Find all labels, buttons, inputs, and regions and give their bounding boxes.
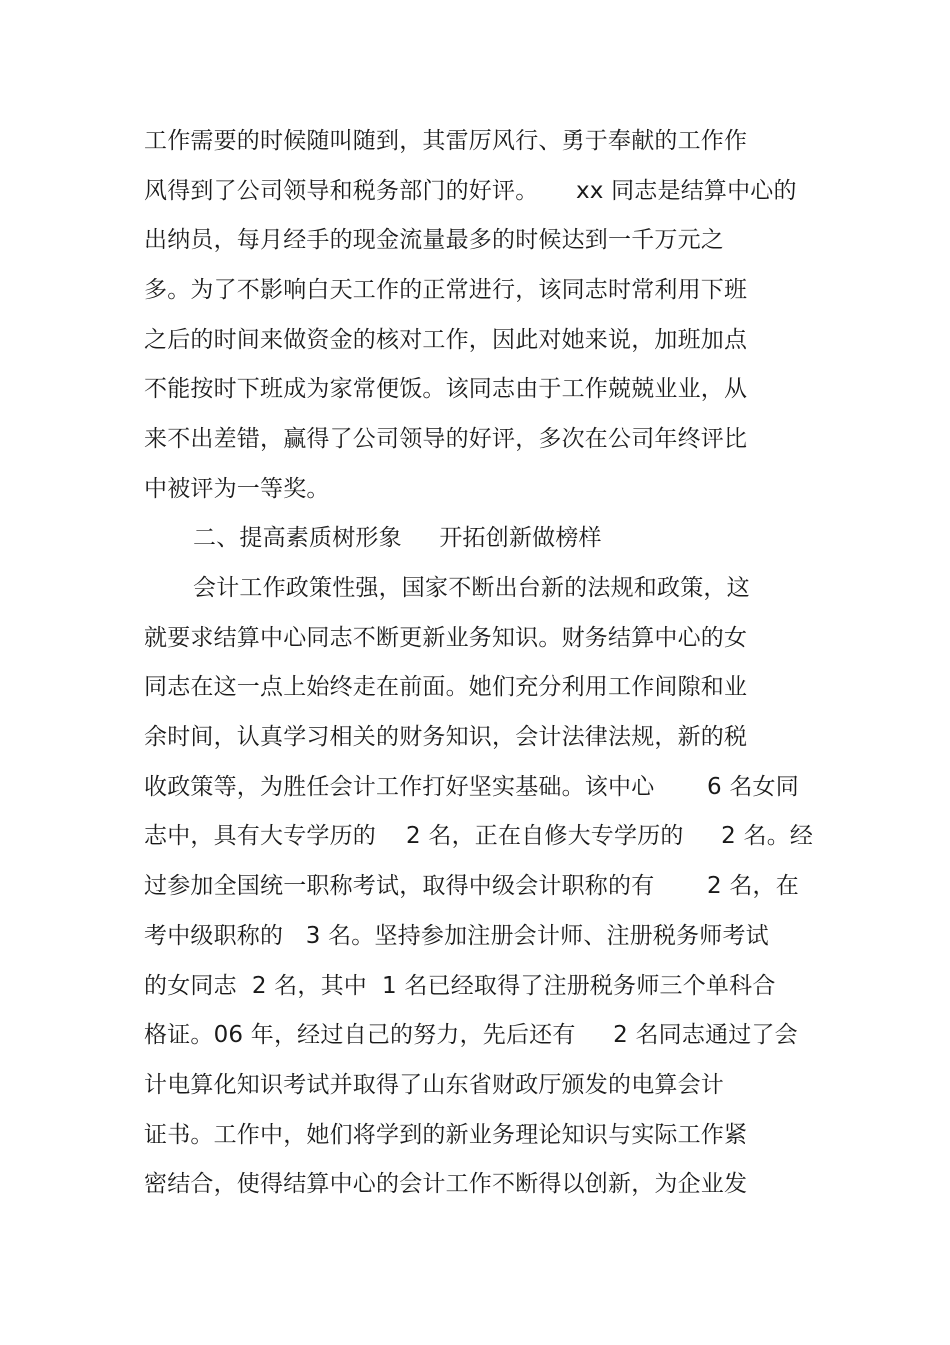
text-line: 同志在这一点上始终走在前面。她们充分利用工作间隙和业 [144,674,748,700]
text-line: 证书。工作中，她们将学到的新业务理论知识与实际工作紧 [144,1122,748,1148]
section-heading: 二、提高素质树形象 开拓创新做榜样 [193,525,602,551]
text-line: 余时间，认真学习相关的财务知识，会计法律法规，新的税 [144,724,748,750]
text-line: 格证。06 年，经过自己的努力，先后还有 2 名同志通过了会 [144,1022,798,1048]
text-line: 收政策等，为胜任会计工作打好坚实基础。该中心 6 名女同 [144,774,799,800]
text-line: 不能按时下班成为家常便饭。该同志由于工作兢兢业业，从 [144,376,748,402]
text-line: 之后的时间来做资金的核对工作，因此对她来说，加班加点 [144,327,748,353]
text-line: 出纳员，每月经手的现金流量最多的时候达到一千万元之 [144,227,724,253]
text-line: 来不出差错，赢得了公司领导的好评，多次在公司年终评比 [144,426,748,452]
text-line: 考中级职称的 3 名。坚持参加注册会计师、注册税务师考试 [144,923,769,949]
text-line: 的女同志 2 名，其中 1 名已经取得了注册税务师三个单科合 [144,973,776,999]
text-line: 过参加全国统一职称考试，取得中级会计职称的有 2 名，在 [144,873,799,899]
text-line: 就要求结算中心同志不断更新业务知识。财务结算中心的女 [144,625,748,651]
text-line: 志中，具有大专学历的 2 名，正在自修大专学历的 2 名。经 [144,823,814,849]
text-line: 会计工作政策性强，国家不断出台新的法规和政策，这 [193,575,750,601]
text-line: 密结合，使得结算中心的会计工作不断得以创新，为企业发 [144,1171,748,1197]
text-line: 中被评为一等奖。 [144,476,330,502]
text-line: 风得到了公司领导和税务部门的好评。 xx 同志是结算中心的 [144,178,797,204]
text-line: 计电算化知识考试并取得了山东省财政厅颁发的电算会计 [144,1072,724,1098]
text-line: 多。为了不影响白天工作的正常进行，该同志时常利用下班 [144,277,748,303]
text-line: 工作需要的时候随叫随到，其雷厉风行、勇于奉献的工作作 [144,128,748,154]
